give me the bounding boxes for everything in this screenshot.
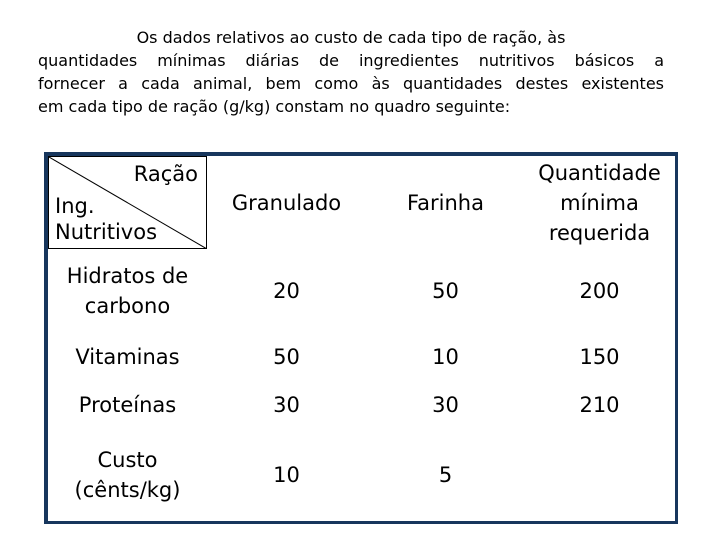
intro-line: quantidades mínimas diárias de ingredientes nutritivos básicos a	[38, 51, 664, 70]
corner-bottom-label-line1: Ing.	[55, 194, 95, 218]
cell-farinha: 5	[367, 429, 525, 521]
cell-farinha: 30	[367, 381, 525, 429]
cell-quantidade-minima: 210	[525, 381, 675, 429]
row-label-line: Hidratos de	[66, 263, 189, 288]
cell-granulado: 50	[207, 333, 367, 381]
intro-line: em cada tipo de ração (g/kg) constam no quadro seguinte:	[38, 97, 511, 116]
cell-quantidade-minima: 200	[525, 249, 675, 333]
corner-header-cell	[49, 157, 207, 249]
corner-bottom-label-line2: Nutritivos	[55, 220, 158, 244]
cell-granulado: 10	[207, 429, 367, 521]
column-header-line: Quantidade	[538, 160, 661, 185]
intro-line: fornecer a cada animal, bem como às quantidades destes existentes	[38, 74, 664, 93]
intro-paragraph	[38, 26, 664, 118]
data-table	[48, 156, 675, 521]
table-row	[49, 381, 675, 429]
cell-farinha: 50	[367, 249, 525, 333]
cell-quantidade-minima	[525, 429, 675, 521]
row-label-hidratos	[49, 249, 207, 333]
row-label-proteinas: Proteínas	[49, 381, 207, 429]
cell-farinha: 10	[367, 333, 525, 381]
data-table-frame	[44, 152, 678, 524]
row-label-line: (cênts/kg)	[74, 477, 181, 502]
table-row	[49, 249, 675, 333]
cell-granulado: 30	[207, 381, 367, 429]
table-header-row	[49, 157, 675, 249]
column-header-farinha: Farinha	[367, 157, 525, 249]
table-row	[49, 333, 675, 381]
row-label-line: carbono	[84, 293, 171, 318]
row-label-vitaminas: Vitaminas	[49, 333, 207, 381]
table-row	[49, 429, 675, 521]
corner-top-label: Ração	[133, 162, 198, 186]
column-header-line: requerida	[548, 220, 651, 245]
cell-granulado: 20	[207, 249, 367, 333]
column-header-quantidade-minima	[525, 157, 675, 249]
row-label-custo	[49, 429, 207, 521]
corner-bottom-label	[55, 193, 157, 245]
intro-line: Os dados relativos ao custo de cada tipo de ração, às	[136, 28, 566, 47]
column-header-granulado: Granulado	[207, 157, 367, 249]
column-header-line: mínima	[560, 190, 639, 215]
cell-quantidade-minima: 150	[525, 333, 675, 381]
row-label-line: Custo	[97, 447, 158, 472]
